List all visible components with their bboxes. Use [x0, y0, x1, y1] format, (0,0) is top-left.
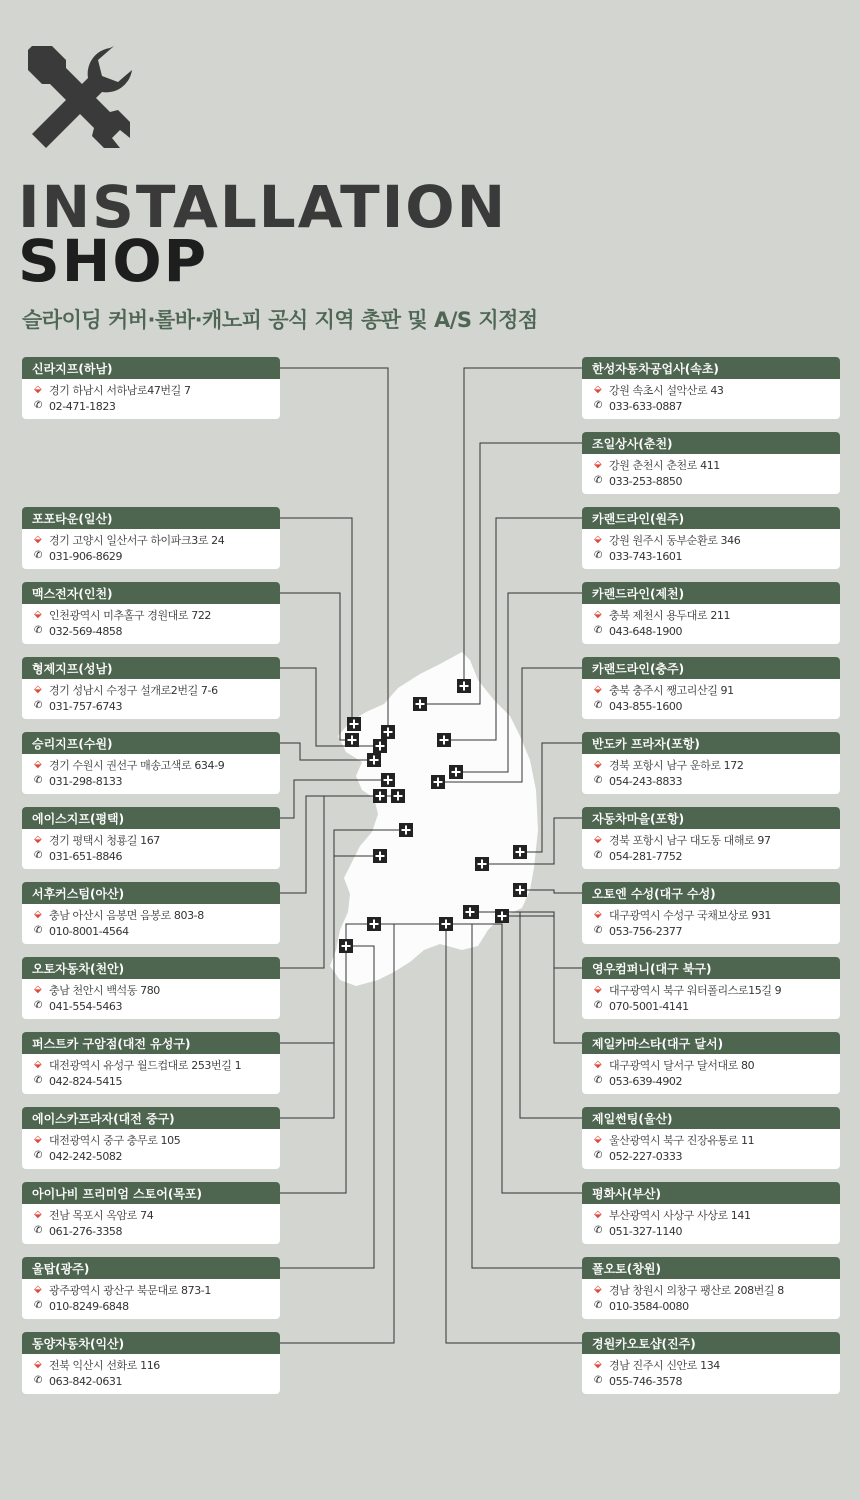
phone-icon: ✆ — [594, 1075, 602, 1086]
shop-phone[interactable] — [582, 1373, 840, 1389]
shop-phone[interactable] — [582, 548, 840, 564]
phone-icon: ✆ — [594, 625, 602, 636]
shop-phone-text[interactable]: 033-743-1601 — [609, 549, 683, 563]
phone-icon: ✆ — [594, 775, 602, 786]
right-shop-card — [582, 807, 840, 869]
location-pin-icon: ⬙ — [594, 459, 602, 470]
connector-line — [374, 924, 582, 1268]
shop-address-text: 강원 춘천시 춘천로 411 — [609, 459, 720, 472]
shop-phone[interactable] — [582, 1148, 840, 1164]
phone-icon: ✆ — [594, 850, 602, 861]
right-shop-card — [582, 432, 840, 494]
left-shop-card — [22, 957, 280, 1019]
connector-line — [446, 924, 582, 1193]
shop-address — [22, 532, 280, 548]
location-pin-icon: ⬙ — [34, 1134, 42, 1145]
left-shop-card — [22, 1107, 280, 1169]
shop-phone[interactable] — [582, 848, 840, 864]
shop-name: 조일상사(춘천) — [582, 432, 840, 454]
location-pin-icon: ⬙ — [594, 1059, 602, 1070]
shop-name: 카랜드라인(원주) — [582, 507, 840, 529]
shop-phone-text[interactable]: 043-648-1900 — [609, 624, 683, 638]
shop-name: 영우컴퍼니(대구 북구) — [582, 957, 840, 979]
shop-location-marker — [513, 883, 527, 897]
shop-location-marker — [367, 753, 381, 767]
phone-icon: ✆ — [594, 475, 602, 486]
shop-name: 맥스전자(인천) — [22, 582, 280, 604]
left-shop-card — [22, 882, 280, 944]
shop-phone-text[interactable]: 042-824-5415 — [49, 1074, 123, 1088]
phone-icon: ✆ — [34, 1150, 42, 1161]
shop-phone[interactable] — [582, 773, 840, 789]
shop-phone[interactable] — [582, 473, 840, 489]
shop-name: 제일썬팅(울산) — [582, 1107, 840, 1129]
shop-phone[interactable] — [22, 923, 280, 939]
shop-location-marker — [391, 789, 405, 803]
connector-line — [280, 518, 354, 724]
shop-address-text: 강원 속초시 설악산로 43 — [609, 384, 724, 397]
shop-location-marker — [475, 857, 489, 871]
shop-address — [22, 1207, 280, 1223]
right-shop-card — [582, 957, 840, 1019]
shop-address-text: 경기 고양시 일산서구 하이파크3로 24 — [49, 534, 225, 547]
shop-name: 제일카마스타(대구 달서) — [582, 1032, 840, 1054]
shop-name: 형제지프(성남) — [22, 657, 280, 679]
shop-phone[interactable] — [22, 1298, 280, 1314]
phone-icon: ✆ — [34, 700, 42, 711]
phone-icon: ✆ — [594, 700, 602, 711]
shop-address-text: 전북 익산시 선화로 116 — [49, 1359, 160, 1372]
phone-icon: ✆ — [34, 625, 42, 636]
shop-name: 에이스카프라자(대전 중구) — [22, 1107, 280, 1129]
shop-location-marker — [439, 917, 453, 931]
shop-address — [22, 832, 280, 848]
shop-address-text: 대구광역시 수성구 국채보상로 931 — [609, 909, 772, 922]
shop-name: 퍼스트카 구암점(대전 유성구) — [22, 1032, 280, 1054]
shop-address — [582, 757, 840, 773]
shop-address — [22, 757, 280, 773]
shop-phone[interactable] — [582, 1223, 840, 1239]
shop-address — [582, 682, 840, 698]
shop-phone[interactable] — [22, 1223, 280, 1239]
shop-address-text: 전남 목포시 옥암로 74 — [49, 1209, 154, 1222]
shop-location-marker — [513, 845, 527, 859]
shop-phone-text[interactable]: 02-471-1823 — [49, 399, 116, 413]
location-pin-icon: ⬙ — [594, 384, 602, 395]
shop-phone-text[interactable]: 031-651-8846 — [49, 849, 123, 863]
shop-phone[interactable] — [582, 698, 840, 714]
shop-phone-text[interactable]: 054-243-8833 — [609, 774, 683, 788]
phone-icon: ✆ — [594, 1225, 602, 1236]
shop-phone[interactable] — [22, 1148, 280, 1164]
connector-line — [280, 946, 374, 1268]
shop-phone-text[interactable]: 033-633-0887 — [609, 399, 683, 413]
shop-name: 에이스지프(평택) — [22, 807, 280, 829]
shop-address-text: 경기 하남시 서하남로47번길 7 — [49, 384, 191, 397]
shop-phone-text[interactable]: 031-298-8133 — [49, 774, 123, 788]
phone-icon: ✆ — [594, 1375, 602, 1386]
shop-address-text: 인천광역시 미추홀구 경원대로 722 — [49, 609, 212, 622]
shop-address — [582, 907, 840, 923]
shop-name: 신라지프(하남) — [22, 357, 280, 379]
shop-name: 한성자동차공업사(속초) — [582, 357, 840, 379]
shop-location-marker — [373, 789, 387, 803]
shop-location-marker — [449, 765, 463, 779]
shop-phone-text[interactable]: 031-906-8629 — [49, 549, 123, 563]
shop-address — [22, 1057, 280, 1073]
phone-icon: ✆ — [34, 1225, 42, 1236]
shop-phone[interactable] — [582, 623, 840, 639]
location-pin-icon: ⬙ — [594, 1284, 602, 1295]
right-shop-card — [582, 357, 840, 419]
shop-address-text: 경기 성남시 수정구 설개로2번길 7-6 — [49, 684, 218, 697]
shop-address — [582, 982, 840, 998]
shop-address-text: 경남 창원시 의창구 팽산로 208번길 8 — [609, 1284, 784, 1297]
shop-address — [582, 532, 840, 548]
shop-location-marker — [457, 679, 471, 693]
location-pin-icon: ⬙ — [594, 834, 602, 845]
phone-icon: ✆ — [594, 550, 602, 561]
shop-location-marker — [495, 909, 509, 923]
right-shop-card — [582, 507, 840, 569]
right-shop-card — [582, 732, 840, 794]
shop-location-marker — [373, 739, 387, 753]
location-pin-icon: ⬙ — [594, 759, 602, 770]
phone-icon: ✆ — [34, 775, 42, 786]
phone-icon: ✆ — [34, 1375, 42, 1386]
shop-address-text: 강원 원주시 동부순환로 346 — [609, 534, 741, 547]
phone-icon: ✆ — [594, 1000, 602, 1011]
shop-phone-text[interactable]: 043-855-1600 — [609, 699, 683, 713]
shop-address — [582, 1357, 840, 1373]
right-shop-card — [582, 1032, 840, 1094]
shop-address-text: 부산광역시 사상구 사상로 141 — [609, 1209, 751, 1222]
connector-line — [464, 368, 582, 686]
left-shop-card — [22, 732, 280, 794]
shop-address — [22, 682, 280, 698]
shop-name: 울탑(광주) — [22, 1257, 280, 1279]
shop-address-text: 대전광역시 유성구 월드컵대로 253번길 1 — [49, 1059, 242, 1072]
phone-icon: ✆ — [34, 550, 42, 561]
shop-address-text: 광주광역시 광산구 북문대로 873-1 — [49, 1284, 211, 1297]
shop-location-marker — [381, 725, 395, 739]
phone-icon: ✆ — [594, 400, 602, 411]
shop-address — [582, 1282, 840, 1298]
shop-phone-text[interactable]: 010-3584-0080 — [609, 1299, 689, 1313]
shop-phone[interactable] — [22, 773, 280, 789]
connector-line — [446, 924, 582, 1343]
shop-address — [22, 607, 280, 623]
shop-location-marker — [367, 917, 381, 931]
location-pin-icon: ⬙ — [34, 534, 42, 545]
shop-address — [582, 607, 840, 623]
location-pin-icon: ⬙ — [34, 984, 42, 995]
shop-phone[interactable] — [582, 998, 840, 1014]
shop-name: 서후커스텀(아산) — [22, 882, 280, 904]
shop-name: 평화사(부산) — [582, 1182, 840, 1204]
shop-location-marker — [345, 733, 359, 747]
title-line1: INSTALLATION — [18, 173, 508, 241]
connector-line — [280, 924, 446, 1343]
right-shop-card — [582, 1257, 840, 1319]
shop-address-text: 대전광역시 중구 충무로 105 — [49, 1134, 181, 1147]
right-shop-card — [582, 1332, 840, 1394]
shop-phone[interactable] — [22, 623, 280, 639]
location-pin-icon: ⬙ — [34, 834, 42, 845]
left-shop-card — [22, 1332, 280, 1394]
left-shop-card — [22, 507, 280, 569]
shop-address — [582, 457, 840, 473]
shop-phone[interactable] — [22, 848, 280, 864]
shop-name: 승리지프(수원) — [22, 732, 280, 754]
location-pin-icon: ⬙ — [594, 909, 602, 920]
location-pin-icon: ⬙ — [34, 1209, 42, 1220]
shop-address — [582, 1057, 840, 1073]
shop-phone-text[interactable]: 010-8001-4564 — [49, 924, 129, 938]
shop-name: 경원카오토샵(진주) — [582, 1332, 840, 1354]
shop-address — [22, 907, 280, 923]
shop-name: 폴오토(창원) — [582, 1257, 840, 1279]
shop-phone[interactable] — [22, 698, 280, 714]
korea-map-silhouette — [330, 652, 538, 986]
right-shop-card — [582, 1107, 840, 1169]
connector-line — [470, 912, 582, 1118]
left-shop-card — [22, 357, 280, 419]
location-pin-icon: ⬙ — [34, 1059, 42, 1070]
shop-location-marker — [339, 939, 353, 953]
location-pin-icon: ⬙ — [594, 984, 602, 995]
shop-phone[interactable] — [22, 1373, 280, 1389]
shop-phone-text[interactable]: 053-756-2377 — [609, 924, 683, 938]
shop-phone-text[interactable]: 061-276-3358 — [49, 1224, 123, 1238]
right-shop-card — [582, 657, 840, 719]
connector-line — [280, 368, 388, 732]
phone-icon: ✆ — [34, 1000, 42, 1011]
location-pin-icon: ⬙ — [34, 909, 42, 920]
connector-line — [502, 916, 582, 1043]
phone-icon: ✆ — [594, 1300, 602, 1311]
shop-phone-text[interactable]: 054-281-7752 — [609, 849, 683, 863]
shop-address-text: 대구광역시 달서구 달서대로 80 — [609, 1059, 755, 1072]
shop-phone-text[interactable]: 051-327-1140 — [609, 1224, 683, 1238]
shop-phone[interactable] — [22, 1073, 280, 1089]
shop-address-text: 충남 천안시 백석동 780 — [49, 984, 160, 997]
shop-address — [22, 1132, 280, 1148]
location-pin-icon: ⬙ — [34, 384, 42, 395]
location-pin-icon: ⬙ — [594, 609, 602, 620]
shop-name: 카랜드라인(제천) — [582, 582, 840, 604]
location-pin-icon: ⬙ — [34, 1284, 42, 1295]
shop-phone-text[interactable]: 041-554-5463 — [49, 999, 123, 1013]
shop-phone-text[interactable]: 053-639-4902 — [609, 1074, 683, 1088]
right-shop-card — [582, 582, 840, 644]
left-shop-card — [22, 582, 280, 644]
phone-icon: ✆ — [594, 925, 602, 936]
shop-address — [582, 1132, 840, 1148]
shop-phone[interactable] — [582, 1298, 840, 1314]
phone-icon: ✆ — [34, 400, 42, 411]
shop-address — [22, 982, 280, 998]
phone-icon: ✆ — [34, 850, 42, 861]
shop-name: 자동차마을(포항) — [582, 807, 840, 829]
shop-phone-text[interactable]: 031-757-6743 — [49, 699, 123, 713]
shop-name: 포포타운(일산) — [22, 507, 280, 529]
shop-address — [22, 382, 280, 398]
shop-name: 카랜드라인(충주) — [582, 657, 840, 679]
shop-location-marker — [413, 697, 427, 711]
shop-location-marker — [437, 733, 451, 747]
shop-address-text: 경기 평택시 청룡길 167 — [49, 834, 160, 847]
shop-name: 오토자동차(천안) — [22, 957, 280, 979]
left-shop-card — [22, 1257, 280, 1319]
shop-address-text: 경북 포항시 남구 대도동 대해로 97 — [609, 834, 771, 847]
location-pin-icon: ⬙ — [594, 534, 602, 545]
shop-address-text: 경기 수원시 권선구 매송고색로 634-9 — [49, 759, 225, 772]
phone-icon: ✆ — [34, 1075, 42, 1086]
left-shop-card — [22, 1032, 280, 1094]
shop-address-text: 울산광역시 북구 진장유통로 11 — [609, 1134, 755, 1147]
shop-phone[interactable] — [22, 398, 280, 414]
location-pin-icon: ⬙ — [594, 1209, 602, 1220]
shop-phone-text[interactable]: 070-5001-4141 — [609, 999, 689, 1013]
shop-address — [582, 382, 840, 398]
shop-name: 오토엔 수성(대구 수성) — [582, 882, 840, 904]
shop-name: 아이나비 프리미엄 스토어(목포) — [22, 1182, 280, 1204]
shop-address-text: 대구광역시 북구 워터폴리스로15길 9 — [609, 984, 782, 997]
left-shop-card — [22, 1182, 280, 1244]
shop-phone-text[interactable]: 063-842-0631 — [49, 1374, 123, 1388]
shop-phone-text[interactable]: 055-746-3578 — [609, 1374, 683, 1388]
phone-icon: ✆ — [594, 1150, 602, 1161]
shop-location-marker — [347, 717, 361, 731]
phone-icon: ✆ — [34, 925, 42, 936]
shop-phone[interactable] — [582, 923, 840, 939]
shop-location-marker — [431, 775, 445, 789]
location-pin-icon: ⬙ — [34, 609, 42, 620]
shop-location-marker — [373, 849, 387, 863]
title-line2: SHOP — [18, 227, 209, 295]
left-shop-card — [22, 657, 280, 719]
shop-location-marker — [463, 905, 477, 919]
shop-location-marker — [399, 823, 413, 837]
shop-address-text: 충북 제천시 용두대로 211 — [609, 609, 731, 622]
subtitle: 슬라이딩 커버·롤바·캐노피 공식 지역 총판 및 A/S 지정점 — [22, 308, 538, 332]
shop-phone[interactable] — [582, 1073, 840, 1089]
shop-address — [22, 1282, 280, 1298]
location-pin-icon: ⬙ — [594, 684, 602, 695]
shop-phone[interactable] — [22, 998, 280, 1014]
shop-address — [582, 832, 840, 848]
shop-address-text: 경남 진주시 신안로 134 — [609, 1359, 720, 1372]
shop-name: 동양자동차(익산) — [22, 1332, 280, 1354]
shop-phone-text[interactable]: 032-569-4858 — [49, 624, 123, 638]
location-pin-icon: ⬙ — [34, 759, 42, 770]
shop-phone-text[interactable]: 010-8249-6848 — [49, 1299, 129, 1313]
shop-phone-text[interactable]: 042-242-5082 — [49, 1149, 123, 1163]
shop-phone[interactable] — [582, 398, 840, 414]
location-pin-icon: ⬙ — [34, 1359, 42, 1370]
right-shop-card — [582, 882, 840, 944]
shop-address — [582, 1207, 840, 1223]
shop-address — [22, 1357, 280, 1373]
phone-icon: ✆ — [34, 1300, 42, 1311]
shop-name: 반도카 프라자(포항) — [582, 732, 840, 754]
shop-phone-text[interactable]: 052-227-0333 — [609, 1149, 683, 1163]
left-shop-card — [22, 807, 280, 869]
shop-location-marker — [381, 773, 395, 787]
shop-phone[interactable] — [22, 548, 280, 564]
location-pin-icon: ⬙ — [594, 1359, 602, 1370]
location-pin-icon: ⬙ — [594, 1134, 602, 1145]
shop-address-text: 충남 아산시 음봉면 음봉로 803-8 — [49, 909, 204, 922]
right-shop-card — [582, 1182, 840, 1244]
shop-phone-text[interactable]: 033-253-8850 — [609, 474, 683, 488]
shop-address-text: 충북 충주시 쨍고리산길 91 — [609, 684, 734, 697]
location-pin-icon: ⬙ — [34, 684, 42, 695]
shop-address-text: 경북 포항시 남구 운하로 172 — [609, 759, 744, 772]
